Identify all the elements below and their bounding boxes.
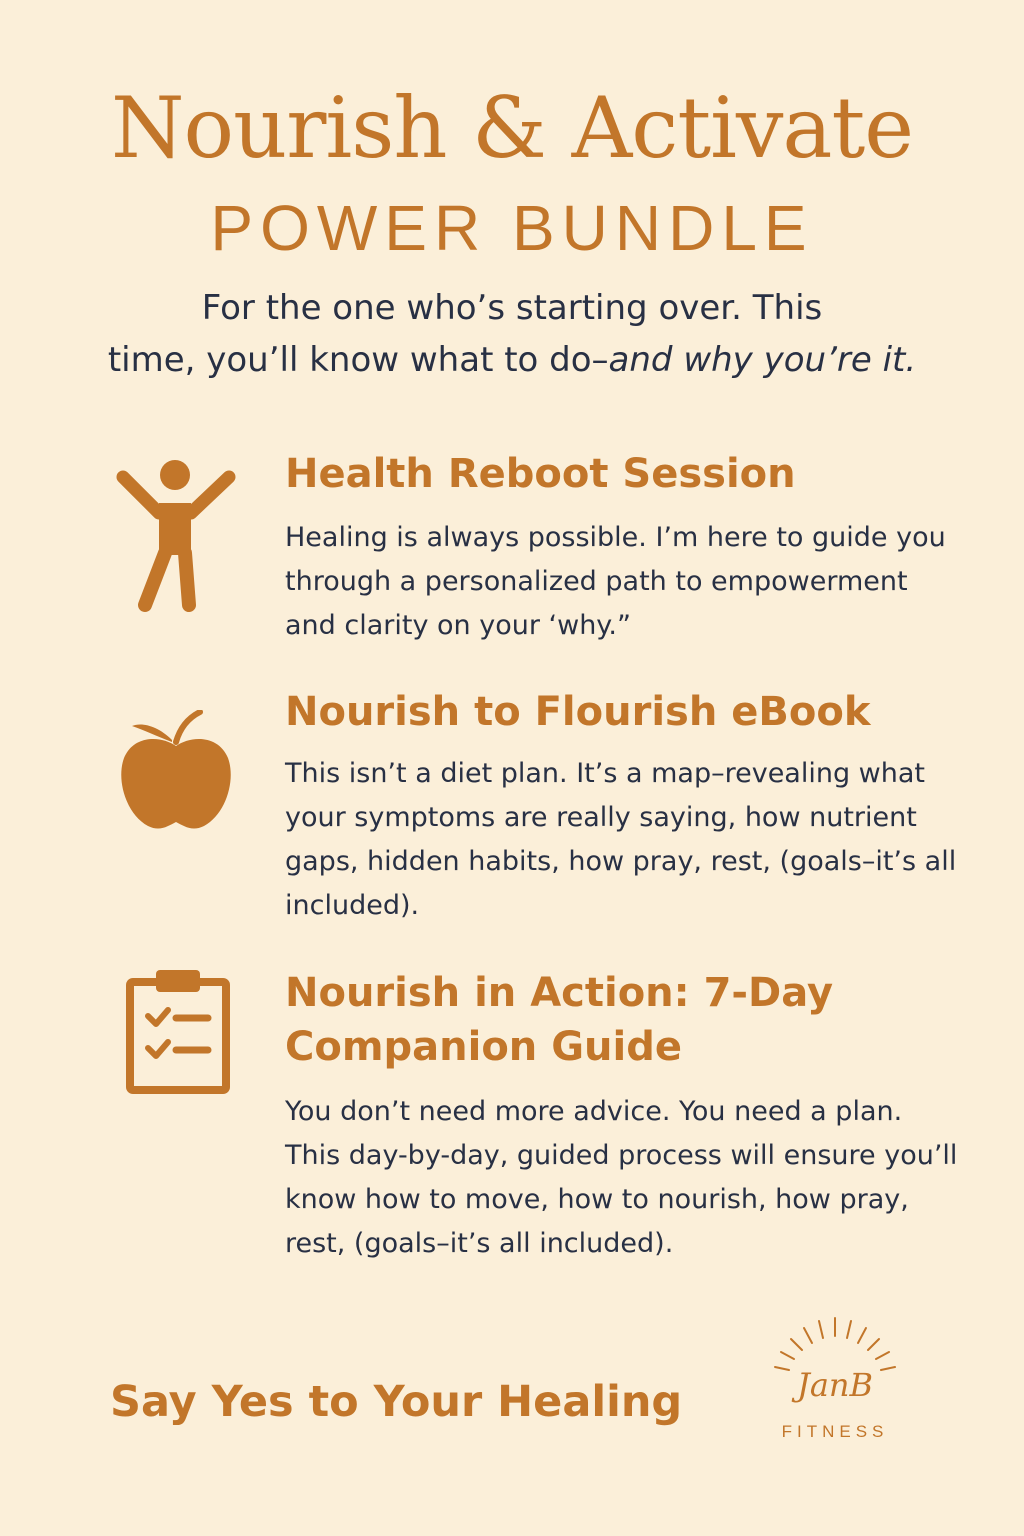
intro-line-2: time, you’ll know what to do– [107, 340, 609, 380]
clipboard-checklist-icon [124, 968, 232, 1096]
page-subtitle: POWER BUNDLE [210, 192, 814, 264]
section-body-companion-guide: You don’t need more advice. You need a plan. This day-by-day, guided process will ensure you’ll know how to move, how to nourish, how pray, rest, (goals–it’s all included). [285, 1096, 958, 1259]
section-body-ebook: This isn’t a diet plan. It’s a map–revealing what your symptoms are really saying, how nutrient gaps, hidden habits, how pray, rest, (goals–it’s all included). [285, 758, 957, 921]
tagline: Say Yes to Your Healing [110, 1377, 683, 1427]
janb-fitness-logo [755, 1312, 915, 1442]
section-title-health-reboot: Health Reboot Session [285, 451, 796, 497]
intro-line-1: For the one who’s starting over. This [201, 288, 823, 328]
intro-text [80, 282, 944, 386]
section-title-companion-guide: Nourish in Action: 7-Day Companion Guide [285, 970, 834, 1070]
logo-script: JanB [796, 1366, 874, 1404]
apple-icon [118, 710, 234, 834]
page-title: Nourish & Activate [111, 79, 913, 177]
logo-word: FITNESS [781, 1422, 889, 1441]
section-body-health-reboot: Healing is always possible. I’m here to guide you through a personalized path to empowerment and clarity on your ‘why.” [285, 522, 946, 641]
person-arms-raised-icon [115, 455, 237, 615]
intro-line-2-italic: and why you’re it. [608, 340, 917, 380]
section-title-ebook: Nourish to Flourish eBook [285, 689, 871, 735]
